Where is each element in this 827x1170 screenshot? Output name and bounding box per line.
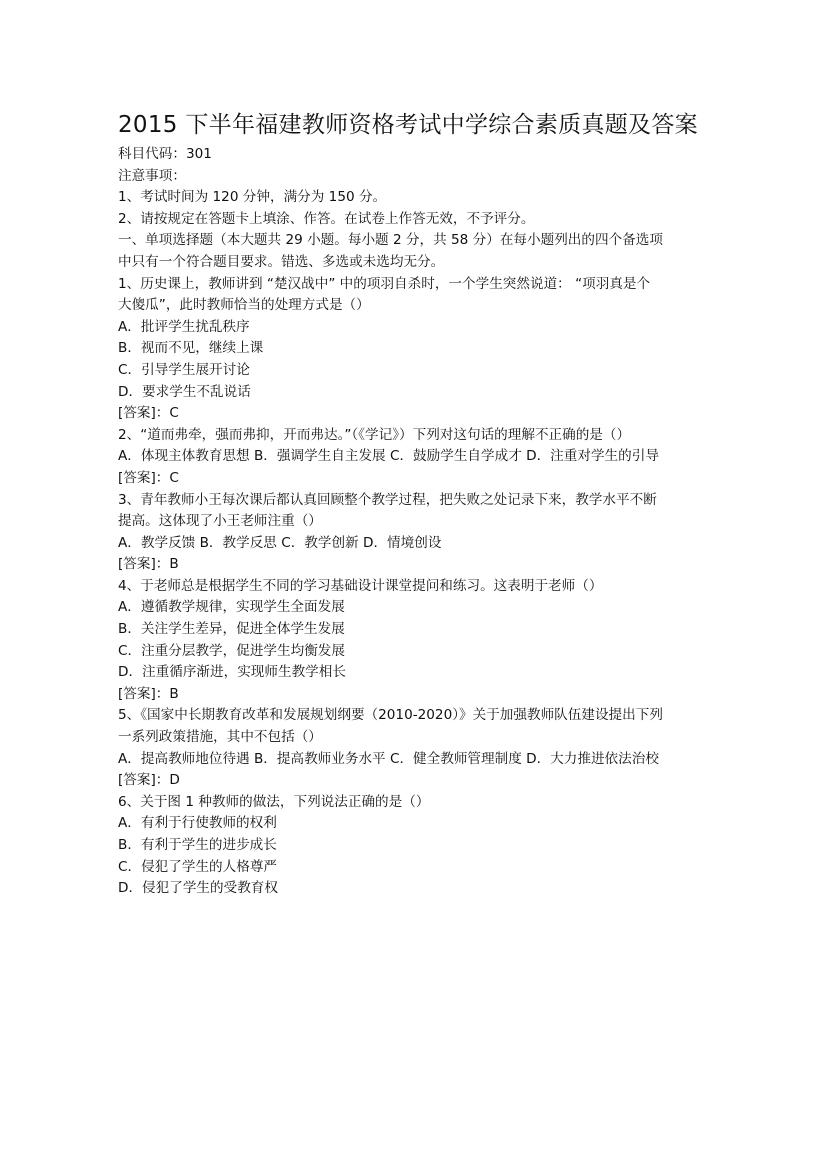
answer: [答案]：D (118, 772, 180, 789)
option-a: A．有利于行使教师的权利 (118, 815, 277, 832)
question-stem: 6、关于图 1 种教师的做法，下列说法正确的是（） (118, 793, 430, 810)
question-3 (118, 490, 718, 576)
option-c: C．引导学生展开讨论 (118, 361, 250, 378)
option-b: B．关注学生差异，促进全体学生发展 (118, 621, 345, 638)
question-stem: 提高。这体现了小王老师注重（） (118, 513, 322, 530)
document-page (118, 108, 718, 900)
option-d: D．要求学生不乱说话 (118, 383, 251, 400)
options-inline: A．提高教师地位待遇 B．提高教师业务水平 C．健全教师管理制度 D．大力推进依法治校 (118, 750, 659, 767)
options-inline: A．体现主体教育思想 B．强调学生自主发展 C．鼓励学生自学成才 D．注重对学生的引导 (118, 448, 659, 465)
question-1 (118, 274, 718, 425)
question-2 (118, 425, 718, 490)
option-a: A．遵循教学规律，实现学生全面发展 (118, 599, 345, 616)
question-stem: 一系列政策措施，其中不包括（） (118, 729, 322, 746)
question-4 (118, 576, 718, 706)
question-5 (118, 705, 718, 791)
question-6 (118, 792, 718, 900)
section-heading: 中只有一个符合题目要求。错选、多选或未选均无分。 (118, 253, 445, 270)
option-c: C．侵犯了学生的人格尊严 (118, 858, 278, 875)
option-b: B．有利于学生的进步成长 (118, 837, 277, 853)
section-heading: 一、单项选择题（本大题共 29 小题。每小题 2 分，共 58 分）在每小题列出的四个备选项 (118, 232, 663, 249)
option-d: D．侵犯了学生的受教育权 (118, 880, 278, 897)
subject-code: 科目代码：301 (118, 146, 212, 162)
question-stem: 4、于老师总是根据学生不同的学习基础设计课堂提问和练习。这表明于老师（） (118, 577, 603, 594)
document-title: 2015 下半年福建教师资格考试中学综合素质真题及答案 (118, 112, 698, 138)
question-stem: 2、“道而弗牵，强而弗抑，开而弗达。”（《学记》）下列对这句话的理解不正确的是（） (118, 426, 631, 443)
answer: [答案]：C (118, 469, 179, 486)
options-inline: A．教学反馈 B．教学反思 C．教学创新 D．情境创设 (118, 534, 442, 551)
answer: [答案]：B (118, 556, 179, 573)
answer: [答案]：B (118, 685, 179, 702)
option-b: B．视而不见，继续上课 (118, 340, 264, 357)
question-stem: 1、历史课上，教师讲到 “楚汉战中” 中的项羽自杀时，一个学生突然说道： “项羽真是个 (118, 275, 651, 292)
option-d: D．注重循序渐进，实现师生教学相长 (118, 664, 346, 681)
answer: [答案]：C (118, 405, 179, 422)
question-stem: 5、《国家中长期教育改革和发展规划纲要（2010-2020）》关于加强教师队伍建设提出下列 (118, 707, 663, 724)
notice-item: 2、请按规定在答题卡上填涂、作答。在试卷上作答无效，不予评分。 (118, 210, 535, 227)
question-stem: 大傻瓜”，此时教师恰当的处理方式是（） (118, 297, 370, 314)
notice-item: 1、考试时间为 120 分钟，满分为 150 分。 (118, 189, 387, 206)
option-c: C．注重分层教学，促进学生均衡发展 (118, 642, 345, 659)
question-stem: 3、青年教师小王每次课后都认真回顾整个教学过程，把失败之处记录下来，教学水平不断 (118, 491, 657, 508)
option-a: A．批评学生扰乱秩序 (118, 318, 250, 335)
notice-heading: 注意事项： (118, 167, 186, 184)
